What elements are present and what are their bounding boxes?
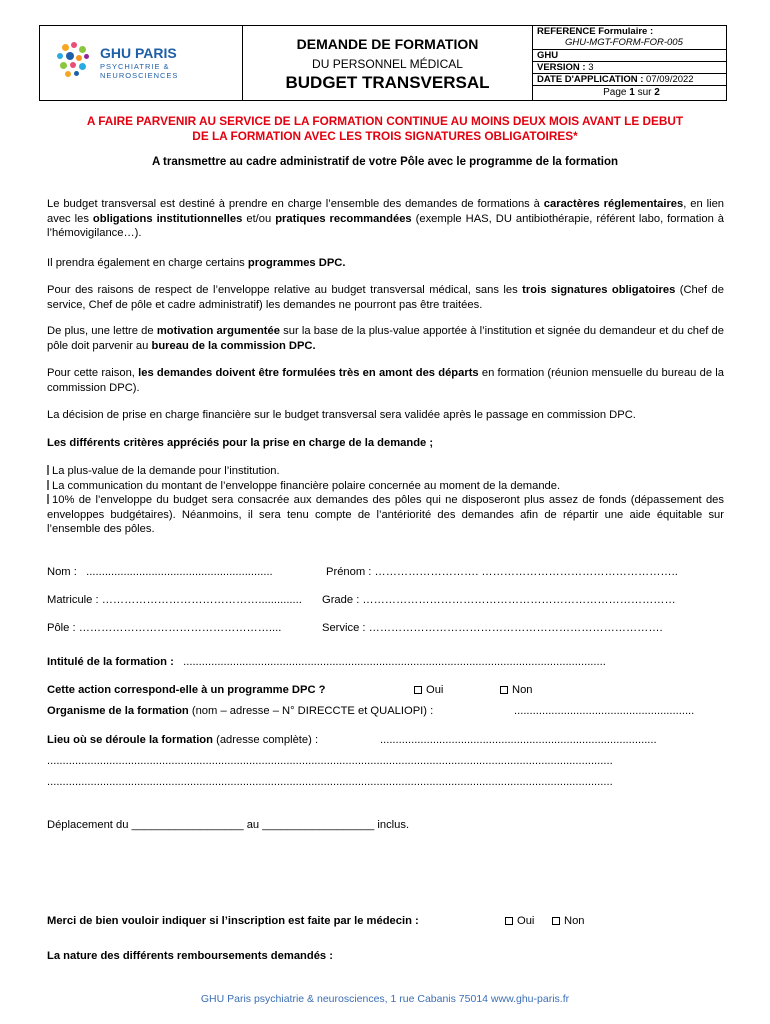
warning-line1: A FAIRE PARVENIR AU SERVICE DE LA FORMATION CONTINUE AU MOINS DEUX MOIS AVANT LE DEBUT <box>86 114 684 128</box>
dpc-non-option[interactable] <box>500 684 533 696</box>
inclus-label: inclus. <box>377 819 410 831</box>
p4-bold-d: bureau de la commission DPC. <box>151 339 316 352</box>
deplacement-field[interactable] <box>47 819 409 831</box>
title-line3: BUDGET TRANSVERSAL <box>285 73 490 92</box>
page-num: 1 <box>629 87 635 98</box>
p1-text-e: et/ou <box>242 212 276 225</box>
bullet-icon <box>47 465 49 475</box>
nom-label: Nom : <box>47 566 77 578</box>
p3-text-a: Pour des raisons de respect de l’enveloppe relative au budget transversal médical, sans les <box>47 284 523 296</box>
paragraph-2 <box>47 256 724 271</box>
oui-label: Oui <box>517 915 535 927</box>
lieu-label: Lieu où se déroule la formation <box>47 734 213 746</box>
inscription-non-option[interactable] <box>552 915 585 927</box>
logo-sub2: NEUROSCIENCES <box>100 71 179 80</box>
version-value: 3 <box>588 62 594 73</box>
deplacement-end[interactable]: __________________ <box>262 819 375 831</box>
criteria-item <box>47 479 724 494</box>
criteria-item <box>47 464 724 479</box>
page-total: 2 <box>654 87 660 98</box>
lieu-extra-line-1[interactable]: ...................................................................................................................................................................................... <box>47 755 613 767</box>
dpc-question: Cette action correspond-elle à un programme DPC ? <box>47 684 326 696</box>
ref-label: REFERENCE Formulaire : <box>537 26 654 37</box>
ref-row <box>533 26 726 50</box>
p4-bold-b: motivation argumentée <box>156 325 280 337</box>
logo-mark-icon <box>54 40 96 82</box>
logo-cell <box>40 26 243 100</box>
p3-bold-b: trois signatures obligatoires <box>522 284 676 296</box>
p5-text-a: Pour cette raison, <box>47 367 139 379</box>
footer: GHU Paris psychiatrie & neurosciences, 1 rue Cabanis 75014 www.ghu-paris.fr <box>200 993 570 1005</box>
pole-label: Pôle : <box>47 622 76 634</box>
inscription-oui-option[interactable] <box>505 915 534 927</box>
criteria-title: Les différents critères appréciés pour la prise en charge de la demande ; <box>47 437 434 449</box>
warning-line2: DE LA FORMATION AVEC LES TROIS SIGNATURES OBLIGATOIRES* <box>192 129 578 143</box>
p1-text-a: Le budget transversal est destiné à prendre en charge l’ensemble des demandes de formations à <box>47 198 544 210</box>
criteria-text: La communication du montant de l’enveloppe financière polaire concernée au moment de la demande. <box>52 479 561 492</box>
intitule-label: Intitulé de la formation : <box>47 656 174 668</box>
service-field[interactable] <box>322 622 663 634</box>
p1-text-c: , en lien avec les <box>47 198 725 225</box>
intitule-field[interactable] <box>47 656 606 668</box>
criteria-list <box>47 464 724 537</box>
grade-dots[interactable]: ………………………………………………………………………… <box>362 594 676 606</box>
prenom-dots[interactable]: ………………………. …………………………………………….. <box>374 566 678 578</box>
p2-bold-b: programmes DPC. <box>247 257 346 269</box>
paragraph-3 <box>47 283 724 312</box>
matricule-dots[interactable]: …………………………………….............. <box>101 594 302 606</box>
version-row <box>533 62 726 74</box>
p4-text-c: sur la base de la plus-value apportée à l’institution et signée du demandeur et du chef de pôle doit parvenir au <box>47 325 724 352</box>
paragraph-5 <box>47 366 724 395</box>
grade-field[interactable] <box>322 594 676 606</box>
pole-field[interactable] <box>47 622 281 634</box>
checkbox-icon[interactable] <box>552 917 560 925</box>
criteria-text: La plus-value de la demande pour l’institution. <box>52 465 280 477</box>
logo-sub1: PSYCHIATRIE & <box>100 62 170 71</box>
non-label: Non <box>564 915 585 927</box>
intitule-dots[interactable]: ........................................................................................................................................ <box>183 656 606 668</box>
au-label: au <box>246 819 260 831</box>
date-value: 07/09/2022 <box>646 74 694 85</box>
deplacement-label: Déplacement du <box>47 819 129 831</box>
title-line2: DU PERSONNEL MÉDICAL <box>312 57 463 71</box>
checkbox-icon[interactable] <box>500 686 508 694</box>
remboursements-title: La nature des différents remboursements demandés : <box>47 950 333 962</box>
p5-text-c: en formation (réunion mensuelle du bureau de la commission DPC). <box>47 367 724 394</box>
ref-value: GHU-MGT-FORM-FOR-005 <box>565 37 683 48</box>
oui-label: Oui <box>426 684 444 696</box>
nom-dots[interactable]: ............................................................ <box>86 566 273 578</box>
bullet-icon <box>47 494 49 504</box>
pole-dots[interactable]: …………………………………………….... <box>78 622 282 634</box>
p1-bold-f: pratiques recommandées <box>275 212 412 225</box>
paragraph-6: La décision de prise en charge financière sur le budget transversal sera validée après le passage en commission DPC. <box>47 409 636 421</box>
criteria-item <box>47 493 724 537</box>
page-row <box>533 86 726 99</box>
inscription-question: Merci de bien vouloir indiquer si l’inscription est faite par le médecin : <box>47 915 419 927</box>
logo-name: GHU PARIS <box>100 45 177 61</box>
page-text: Page <box>603 87 627 98</box>
bullet-icon <box>47 480 49 490</box>
organisme-dots[interactable]: .......................................................... <box>514 705 695 717</box>
transmit-note: A transmettre au cadre administratif de votre Pôle avec le programme de la formation <box>151 156 619 168</box>
deplacement-start[interactable]: __________________ <box>131 819 244 831</box>
p1-bold-d: obligations institutionnelles <box>92 212 243 225</box>
p1-text-g: (exemple HAS, DU antibiothérapie, référent labo, formation à l’hémovigilance…). <box>47 212 725 239</box>
organisme-label: Organisme de la formation <box>47 705 189 717</box>
lieu-dots[interactable]: ......................................................................................... <box>380 734 657 746</box>
matricule-label: Matricule : <box>47 594 99 606</box>
checkbox-icon[interactable] <box>414 686 422 694</box>
lieu-field[interactable] <box>47 734 318 746</box>
checkbox-icon[interactable] <box>505 917 513 925</box>
p3-text-c: (Chef de service, Chef de pôle et cadre administratif) les demandes ne pourront pas être traitées. <box>47 284 724 311</box>
organisme-field[interactable] <box>47 705 433 717</box>
organisme-hint: (nom – adresse – N° DIRECCTE et QUALIOPI) : <box>188 705 434 717</box>
p1-bold-b: caractères réglementaires <box>543 198 684 210</box>
title-cell <box>243 26 533 100</box>
title-line1: DEMANDE DE FORMATION <box>296 36 479 52</box>
service-label: Service : <box>322 622 366 634</box>
header-table <box>39 25 727 101</box>
nom-field[interactable] <box>47 566 273 578</box>
reference-cell <box>533 26 726 100</box>
date-label: DATE D'APPLICATION : <box>537 74 644 85</box>
lieu-extra-line-2[interactable]: ...................................................................................................................................................................................... <box>47 776 613 788</box>
org-row: GHU <box>533 50 726 62</box>
prenom-label: Prénom : <box>326 566 372 578</box>
criteria-text: 10% de l’enveloppe du budget sera consacrée aux demandes des pôles qui ne disposeront plus assez de fonds (dépassement des enveloppes budgétaires). Néanmoins, il sera tenu compte de l’antériorité des demandes afin de répartir une aide équitable sur l’ensemble des pôles. <box>47 494 724 535</box>
p2-text-a: Il prendra également en charge certains <box>47 257 248 269</box>
non-label: Non <box>512 684 533 696</box>
p4-text-a: De plus, une lettre de <box>47 325 157 337</box>
prenom-field[interactable] <box>326 566 678 578</box>
dpc-oui-option[interactable] <box>414 684 443 696</box>
paragraph-4 <box>47 324 724 353</box>
p5-bold-b: les demandes doivent être formulées très en amont des départs <box>138 367 479 379</box>
matricule-field[interactable] <box>47 594 302 606</box>
grade-label: Grade : <box>322 594 360 606</box>
version-label: VERSION : <box>537 62 586 73</box>
page-sep: sur <box>637 87 652 98</box>
service-dots[interactable]: ……………………………………………………………………. <box>368 622 663 634</box>
lieu-hint: (adresse complète) : <box>212 734 319 746</box>
date-row <box>533 74 726 86</box>
paragraph-1 <box>47 197 724 241</box>
